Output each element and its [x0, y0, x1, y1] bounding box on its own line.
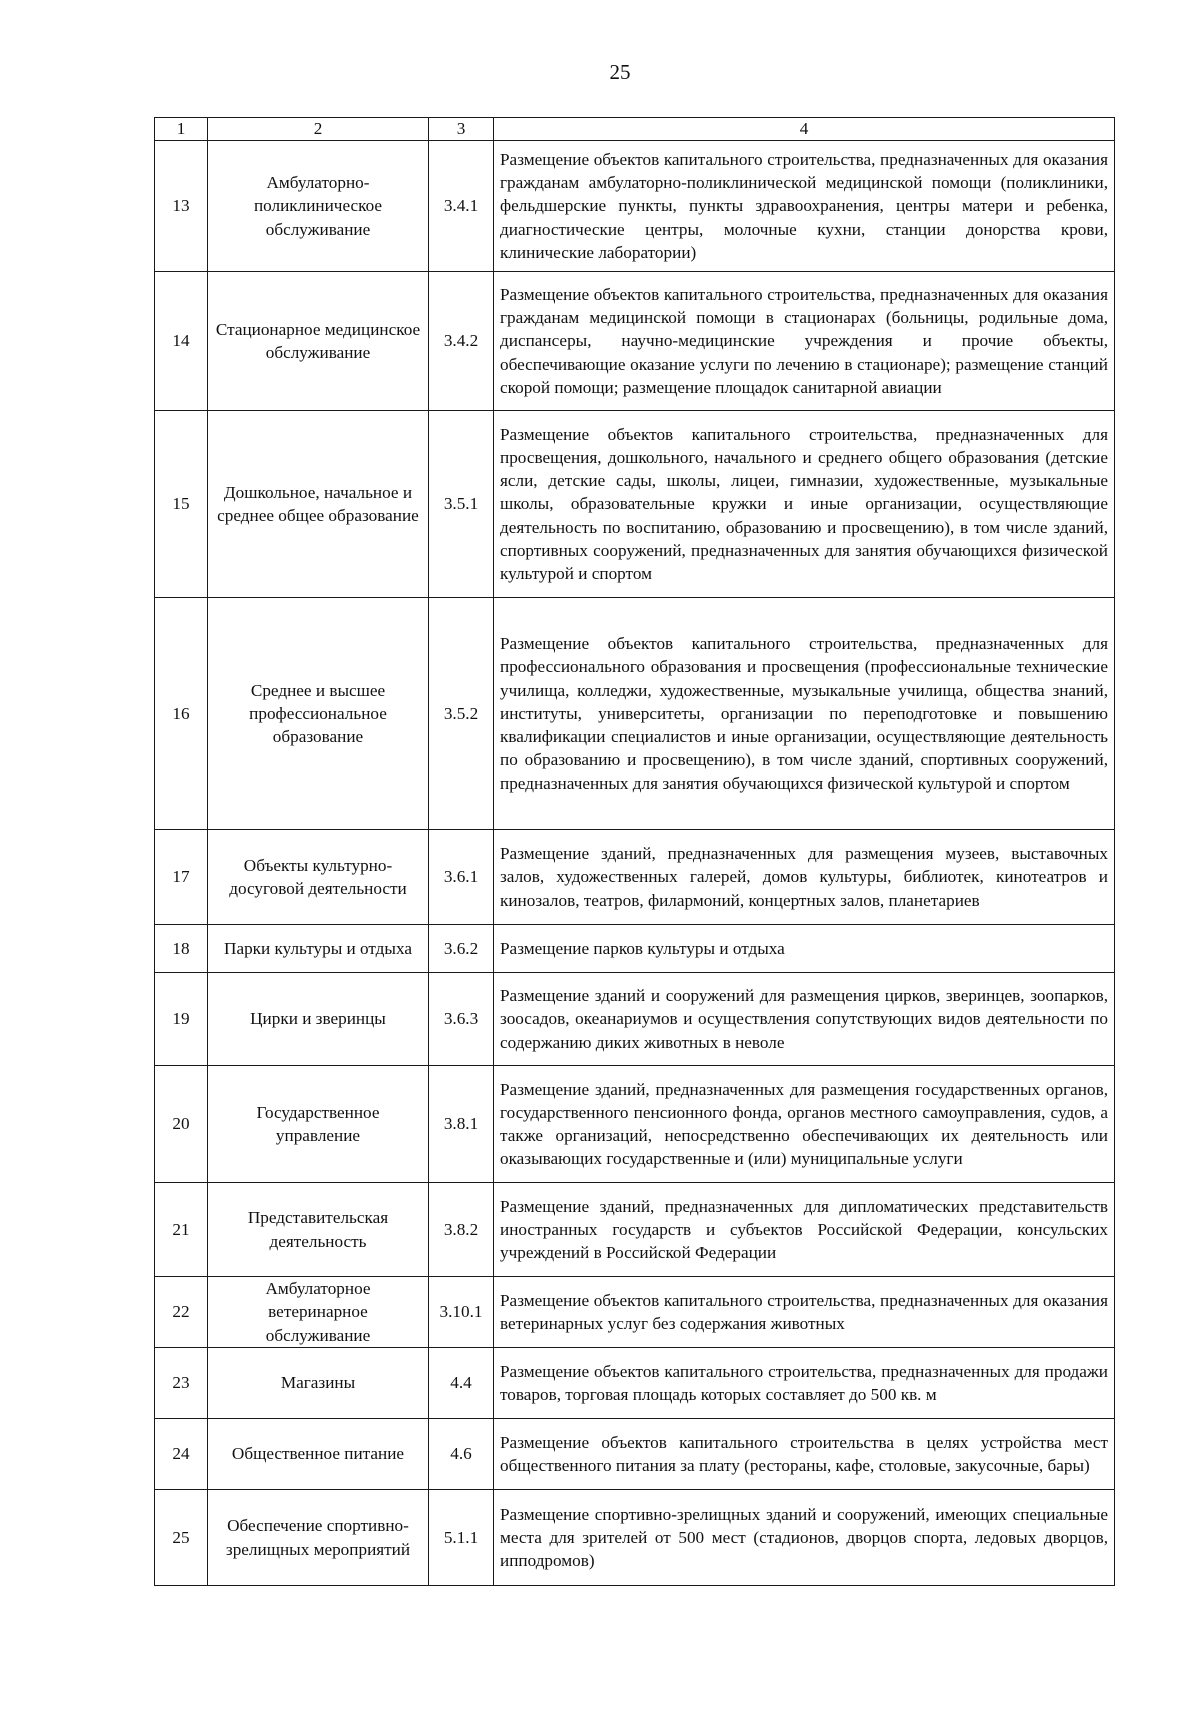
use-type-name: Обеспечение спортивно-зрелищных мероприятий: [208, 1490, 429, 1586]
table-row: [155, 598, 1115, 830]
use-type-code: 3.4.2: [429, 272, 494, 411]
row-number: 13: [155, 141, 208, 272]
table-row: [155, 141, 1115, 272]
use-type-code: 3.6.2: [429, 925, 494, 973]
column-header-1: 1: [155, 118, 208, 141]
use-type-code: 3.8.2: [429, 1183, 494, 1277]
page-number: 25: [609, 60, 631, 84]
row-number: 23: [155, 1348, 208, 1419]
row-number: 17: [155, 830, 208, 925]
table-row: [155, 1348, 1115, 1419]
table-row: [155, 411, 1115, 598]
table-row: [155, 1277, 1115, 1348]
use-type-code: 4.6: [429, 1419, 494, 1490]
use-type-description: Размещение спортивно-зрелищных зданий и сооружений, имеющих специальные места для зрителей от 500 мест (стадионов, дворцов спорта, ледовых дворцов, ипподромов): [494, 1490, 1115, 1586]
use-type-code: 3.4.1: [429, 141, 494, 272]
use-type-name: Стационарное медицинское обслуживание: [208, 272, 429, 411]
row-number: 15: [155, 411, 208, 598]
row-number: 16: [155, 598, 208, 830]
use-type-code: 3.6.3: [429, 973, 494, 1066]
row-number: 22: [155, 1277, 208, 1348]
table-row: [155, 1490, 1115, 1586]
use-type-description: Размещение зданий, предназначенных для дипломатических представительств иностранных государств и субъектов Российской Федерации, консульских учреждений в Российской Федерации: [494, 1183, 1115, 1277]
use-type-code: 3.8.1: [429, 1066, 494, 1183]
use-type-description: Размещение объектов капитального строительства, предназначенных для оказания ветеринарных услуг без содержания животных: [494, 1277, 1115, 1348]
use-type-name: Амбулаторное ветеринарное обслуживание: [208, 1277, 429, 1348]
use-type-code: 3.6.1: [429, 830, 494, 925]
land-use-table: [154, 117, 1115, 1586]
row-number: 21: [155, 1183, 208, 1277]
use-type-description: Размещение объектов капитального строительства в целях устройства мест общественного питания за плату (рестораны, кафе, столовые, закусочные, бары): [494, 1419, 1115, 1490]
use-type-name: Магазины: [208, 1348, 429, 1419]
use-type-code: 3.5.1: [429, 411, 494, 598]
table-row: [155, 1419, 1115, 1490]
table-row: [155, 1183, 1115, 1277]
use-type-name: Цирки и зверинцы: [208, 973, 429, 1066]
use-type-code: 5.1.1: [429, 1490, 494, 1586]
use-type-name: Среднее и высшее профессиональное образование: [208, 598, 429, 830]
use-type-description: Размещение объектов капитального строительства, предназначенных для профессионального образования и просвещения (профессиональные технические училища, колледжи, художественные, музыкальные училища, общества знаний, институты, университеты, организации по переподготовке и повышению квалификации специалистов и иные организации, осуществляющие деятельность по образованию и просвещению), в том числе зданий, спортивных сооружений, предназначенных для занятия обучающихся физической культурой и спортом: [494, 598, 1115, 830]
table-row: [155, 830, 1115, 925]
use-type-name: Амбулаторно-поликлиническое обслуживание: [208, 141, 429, 272]
table-row: [155, 272, 1115, 411]
use-type-code: 3.10.1: [429, 1277, 494, 1348]
use-type-description: Размещение объектов капитального строительства, предназначенных для оказания гражданам медицинской помощи в стационарах (больницы, родильные дома, диспансеры, научно-медицинские учреждения и прочие объекты, обеспечивающие оказание услуги по лечению в стационаре); размещение станций скорой помощи; размещение площадок санитарной авиации: [494, 272, 1115, 411]
table-row: [155, 925, 1115, 973]
use-type-name: Дошкольное, начальное и среднее общее образование: [208, 411, 429, 598]
use-type-name: Представительская деятельность: [208, 1183, 429, 1277]
column-header-2: 2: [208, 118, 429, 141]
row-number: 19: [155, 973, 208, 1066]
header-row: [155, 118, 1115, 141]
use-type-name: Общественное питание: [208, 1419, 429, 1490]
use-type-code: 4.4: [429, 1348, 494, 1419]
table-row: [155, 973, 1115, 1066]
use-type-description: Размещение зданий, предназначенных для размещения музеев, выставочных залов, художественных галерей, домов культуры, библиотек, кинотеатров и кинозалов, театров, филармоний, концертных залов, планетариев: [494, 830, 1115, 925]
row-number: 14: [155, 272, 208, 411]
column-header-3: 3: [429, 118, 494, 141]
use-type-description: Размещение зданий, предназначенных для размещения государственных органов, государственного пенсионного фонда, органов местного самоуправления, судов, а также организаций, непосредственно обеспечивающих их деятельность или оказывающих государственные и (или) муниципальные услуги: [494, 1066, 1115, 1183]
use-type-code: 3.5.2: [429, 598, 494, 830]
row-number: 20: [155, 1066, 208, 1183]
use-type-name: Государственное управление: [208, 1066, 429, 1183]
column-header-4: 4: [494, 118, 1115, 141]
use-type-name: Объекты культурно-досуговой деятельности: [208, 830, 429, 925]
use-type-description: Размещение объектов капитального строительства, предназначенных для просвещения, дошкольного, начального и среднего общего образования (детские ясли, детские сады, школы, лицеи, гимназии, художественные, музыкальные школы, образовательные кружки и иные организации, осуществляющие деятельность по воспитанию, образованию и просвещению), в том числе зданий, спортивных сооружений, предназначенных для занятия обучающихся физической культурой и спортом: [494, 411, 1115, 598]
row-number: 25: [155, 1490, 208, 1586]
use-type-description: Размещение зданий и сооружений для размещения цирков, зверинцев, зоопарков, зоосадов, океанариумов и осуществления сопутствующих видов деятельности по содержанию диких животных в неволе: [494, 973, 1115, 1066]
row-number: 18: [155, 925, 208, 973]
use-type-description: Размещение объектов капитального строительства, предназначенных для продажи товаров, торговая площадь которых составляет до 500 кв. м: [494, 1348, 1115, 1419]
use-type-description: Размещение парков культуры и отдыха: [494, 925, 1115, 973]
table-row: [155, 1066, 1115, 1183]
use-type-name: Парки культуры и отдыха: [208, 925, 429, 973]
row-number: 24: [155, 1419, 208, 1490]
use-type-description: Размещение объектов капитального строительства, предназначенных для оказания гражданам амбулаторно-поликлинической медицинской помощи (поликлиники, фельдшерские пункты, пункты здравоохранения, центры матери и ребенка, диагностические центры, молочные кухни, станции донорства крови, клинические лаборатории): [494, 141, 1115, 272]
